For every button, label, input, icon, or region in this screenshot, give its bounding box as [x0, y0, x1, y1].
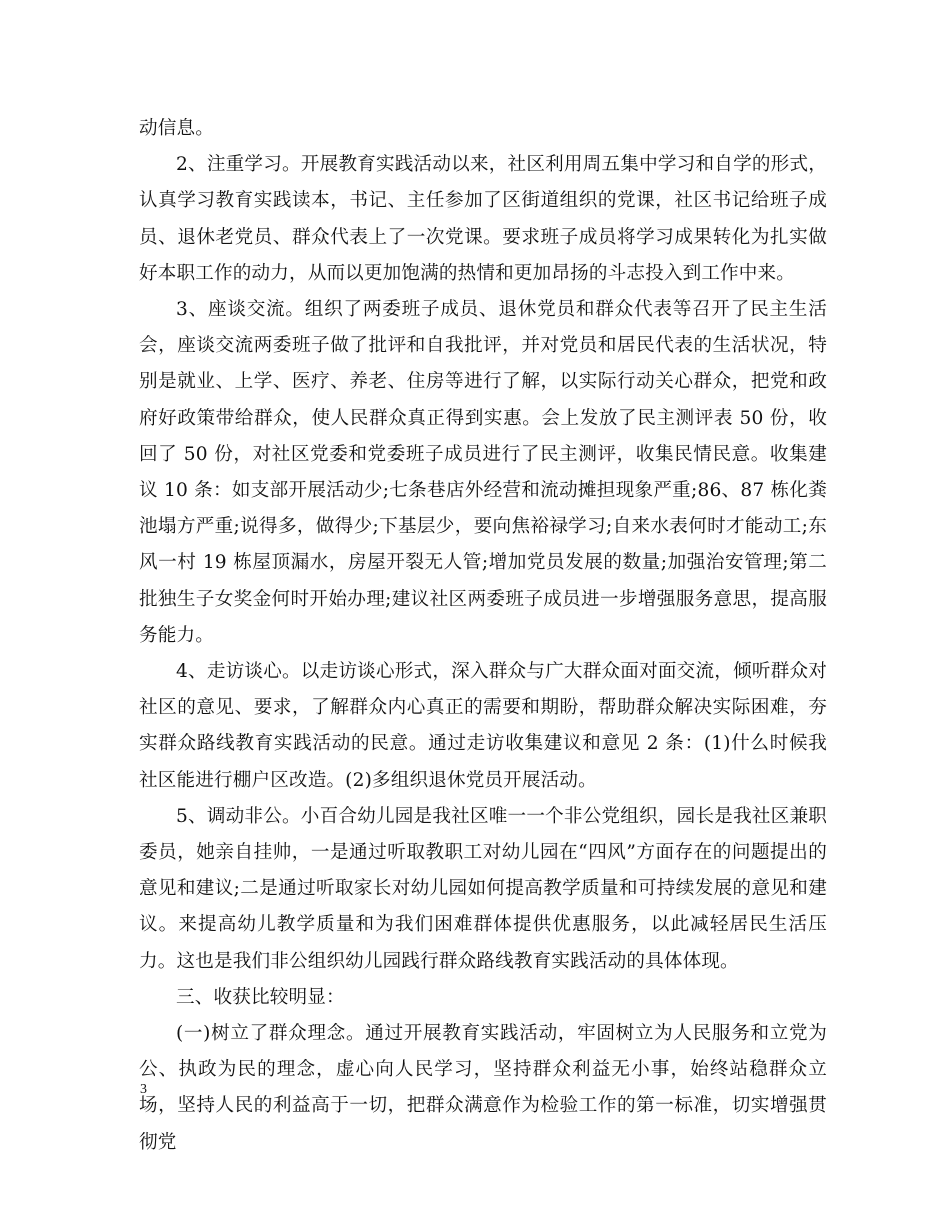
paragraph-5: 5、调动非公。小百合幼儿园是我社区唯一一个非公党组织，园长是我社区兼职委员，她亲自挂帅，一是通过听取教职工对幼儿园在“四风”方面存在的问题提出的意见和建议;二是通过听取家长对幼儿园如何提高教学质量和可持续发展的意见和建议。来提高幼儿教学质量和为我们困难群体提供优惠服务，以此减轻居民生活压力。这也是我们非公组织幼儿园践行群众路线教育实践活动的具体体现。 — [139, 805, 827, 972]
page-number: 3 — [140, 1082, 147, 1097]
paragraph-3: 3、座谈交流。组织了两委班子成员、退休党员和群众代表等召开了民主生活会，座谈交流两委班子做了批评和自我批评，并对党员和居民代表的生活状况，特别是就业、上学、医疗、养老、住房等进行了解，以实际行动关心群众，把党和政府好政策带给群众，使人民群众真正得到实惠。会上发放了民主测评表 50 份，收回了 50 份，对社区党委和党委班子成员进行了民主测评，收集民情民意。收集建议 10 条：如支部开展活动少;七条巷店外经营和流动摊担现象严重;86、87 栋化粪池塌方严重;说得多，做得少;下基层少，要向焦裕禄学习;自来水表何时才能动工;东风一村 19 栋屋顶漏水，房屋开裂无人管;增加党员发展的数量;加强治安管理;第二批独生子女奖金何时开始办理;建议社区两委班子成员进一步增强服务意思，提高服务能力。 — [139, 299, 827, 646]
paragraph-7: (一)树立了群众理念。通过开展教育实践活动，牢固树立为人民服务和立党为公、执政为民的理念，虚心向人民学习，坚持群众利益无小事，始终站稳群众立场，坚持人民的利益高于一切，把群众满意作为检验工作的第一标准，切实增强贯彻党 — [139, 1023, 827, 1153]
paragraph-6: 三、收获比较明显： — [176, 986, 345, 1008]
paragraph-1: 动信息。 — [139, 118, 214, 139]
paragraph-2: 2、注重学习。开展教育实践活动以来，社区利用周五集中学习和自学的形式，认真学习教育实践读本，书记、主任参加了区街道组织的党课，社区书记给班子成员、退休老党员、群众代表上了一次党课。要求班子成员将学习成果转化为扎实做好本职工作的动力，从而以更加饱满的热情和更加昂扬的斗志投入到工作中来。 — [139, 154, 827, 284]
document-body — [139, 111, 827, 1161]
paragraph-4: 4、走访谈心。以走访谈心形式，深入群众与广大群众面对面交流，倾听群众对社区的意见、要求，了解群众内心真正的需要和期盼，帮助群众解决实际困难，夯实群众路线教育实践活动的民意。通过走访收集建议和意见 2 条：(1)什么时候我社区能进行棚户区改造。(2)多组织退休党员开展活动。 — [139, 661, 827, 791]
